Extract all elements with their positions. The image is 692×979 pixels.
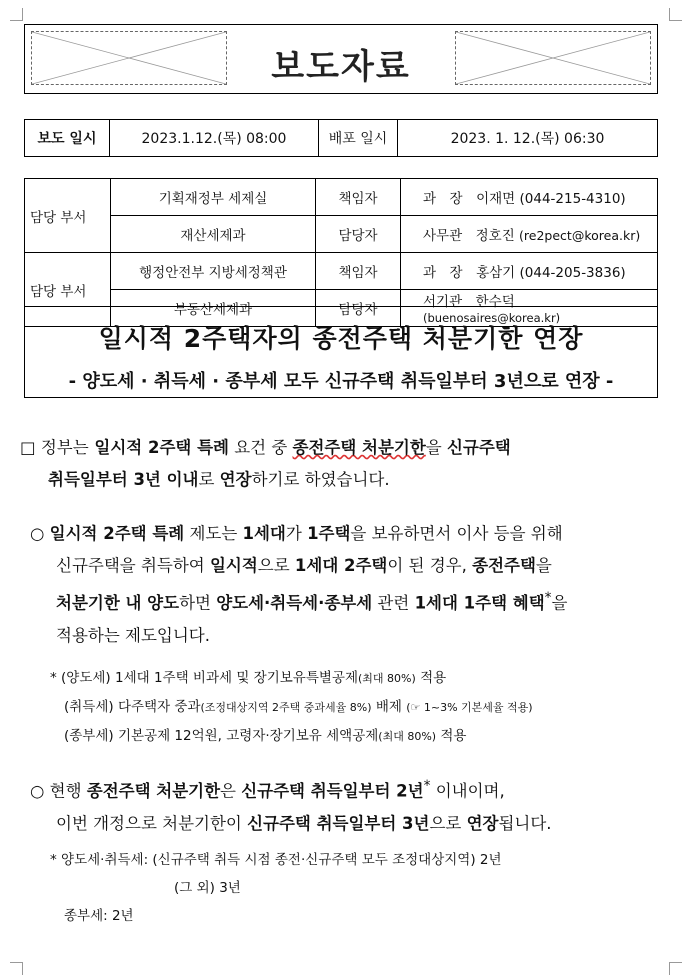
text: 배제 — [371, 699, 407, 715]
text: 가 — [285, 524, 308, 543]
email-address: (re2pect@korea.kr) — [519, 228, 641, 243]
contact-cell — [401, 179, 658, 216]
text: 신규주택을 취득하여 — [56, 556, 210, 575]
text: * 양도세·취득세: (신규주택 취득 시점 종전·신규주택 모두 조정대상지역) 2년 — [50, 852, 502, 868]
phone-number: (044-215-4310) — [519, 191, 626, 207]
crop-mark-top-left — [10, 8, 23, 21]
headline-box — [24, 306, 658, 398]
text: 요건 중 — [228, 438, 293, 457]
text: 이 된 경우, — [387, 556, 473, 575]
phone-number: (044-205-3836) — [519, 265, 626, 281]
dept-label-1: 담당 부서 — [25, 179, 111, 253]
text: 적용 — [436, 728, 467, 744]
text: 을 보유하면서 이사 등을 위해 — [350, 524, 563, 543]
person-name: 이재면 — [476, 191, 516, 207]
footnote-marker: * — [423, 778, 431, 794]
text: 을 — [535, 556, 552, 575]
text: * (양도세) 1세대 1주택 비과세 및 장기보유특별공제 — [50, 670, 358, 686]
subheadline: - 양도세 · 취득세 · 종부세 모두 신규주택 취득일부터 3년으로 연장 - — [68, 371, 614, 392]
position: 과 장 — [423, 191, 463, 207]
contact-cell — [401, 253, 658, 290]
dist-date-value: 2023. 1. 12.(목) 06:30 — [398, 120, 658, 157]
position: 과 장 — [423, 265, 463, 281]
role-cell: 책임자 — [316, 253, 401, 290]
paragraph-1 — [0, 432, 692, 496]
square-bullet-icon: □ — [20, 438, 36, 457]
release-date-table — [24, 119, 658, 157]
text: 연장 — [466, 813, 499, 833]
paragraph-2 — [0, 518, 692, 652]
text: 은 — [220, 781, 242, 801]
text: 일시적 — [209, 556, 258, 575]
dist-date-label: 배포 일시 — [319, 120, 398, 157]
text: 제도는 — [184, 524, 243, 543]
text: 종전주택 처분기한 — [292, 438, 426, 457]
text: 으로 — [429, 813, 467, 833]
footnote-2 — [50, 846, 502, 930]
text: (종부세) 기본공제 12억원, 고령자·장기보유 세액공제 — [64, 728, 379, 744]
text: 적용 — [415, 670, 447, 686]
text: 으로 — [257, 556, 295, 575]
press-date-value: 2023.1.12.(목) 08:00 — [110, 120, 319, 157]
role-cell: 담당자 — [316, 290, 401, 327]
text: 처분기한 내 양도 — [56, 593, 180, 613]
dept1-line2: 재산세제과 — [111, 216, 316, 253]
crop-mark-top-right — [669, 8, 682, 21]
circle-bullet-icon: ○ — [30, 781, 45, 801]
person-name: 한수덕 — [475, 294, 515, 310]
role-cell: 담당자 — [316, 216, 401, 253]
text: 을 — [425, 438, 447, 457]
text: 1세대 — [242, 524, 286, 543]
dept1-line1: 기획재정부 세제실 — [111, 179, 316, 216]
text: (최대 80%) — [358, 672, 416, 685]
text: 신규주택 — [446, 438, 511, 457]
dept2-line1: 행정안전부 지방세정책관 — [111, 253, 316, 290]
crop-mark-bottom-left — [10, 962, 23, 975]
page-title: 보도자료 — [271, 47, 411, 87]
dept-label-2: 담당 부서 — [25, 253, 111, 327]
text: 연장 — [219, 470, 252, 489]
press-header-box — [24, 24, 658, 94]
text: 1세대 1주택 혜택 — [414, 593, 545, 613]
text: 1주택 — [307, 524, 351, 543]
position: 서기관 — [423, 294, 463, 310]
text: (취득세) 다주택자 중과 — [64, 699, 201, 715]
circle-bullet-icon: ○ — [30, 524, 45, 543]
headline: 일시적 2주택자의 종전주택 처분기한 연장 — [98, 324, 584, 353]
text: 이번 개정으로 처분기한이 — [56, 813, 248, 833]
text: 1세대 2주택 — [294, 556, 388, 575]
contact-table — [24, 178, 658, 327]
text: 됩니다. — [498, 813, 552, 833]
text: 현행 — [49, 781, 87, 801]
text: 적용하는 제도입니다. — [56, 625, 210, 645]
dept2-line2: 부동산세제과 — [111, 290, 316, 327]
email-address: (buenosaires@korea.kr) — [423, 311, 561, 325]
person-name: 정호진 — [475, 228, 515, 244]
text: 이내이며, — [430, 781, 505, 801]
text: 양도세·취득세·종부세 — [216, 593, 373, 613]
text: 정부는 — [40, 438, 89, 457]
text: 신규주택 취득일부터 3년 — [247, 813, 430, 833]
text: 종부세: 2년 — [64, 908, 134, 924]
text: (☞ 1~3% 기본세율 적용) — [406, 701, 533, 714]
text: 하기로 하였습니다. — [251, 470, 390, 489]
contact-cell — [401, 216, 658, 253]
text: 로 — [198, 470, 220, 489]
text: (그 외) 3년 — [174, 880, 241, 896]
text: 하면 — [179, 593, 217, 613]
text: 취득일부터 3년 이내 — [48, 470, 199, 489]
role-cell: 책임자 — [316, 179, 401, 216]
logo-placeholder-right — [455, 31, 651, 85]
position: 사무관 — [423, 228, 463, 244]
paragraph-3 — [0, 770, 692, 840]
text: 종전주택 처분기한 — [86, 781, 221, 801]
footnote-marker: * — [544, 590, 552, 606]
footnote-1 — [50, 664, 533, 751]
text: 신규주택 취득일부터 2년 — [241, 781, 424, 801]
text: (조정대상지역 2주택 중과세율 8%) — [200, 701, 372, 714]
text: 일시적 2주택 특례 — [88, 438, 229, 457]
text: 일시적 2주택 특례 — [49, 524, 185, 543]
text: 종전주택 — [472, 556, 536, 575]
crop-mark-bottom-right — [669, 962, 682, 975]
person-name: 홍삼기 — [476, 265, 516, 281]
text: 관련 — [372, 593, 415, 613]
text: (최대 80%) — [378, 730, 437, 743]
press-date-label: 보도 일시 — [25, 120, 110, 157]
text: 을 — [551, 593, 568, 613]
